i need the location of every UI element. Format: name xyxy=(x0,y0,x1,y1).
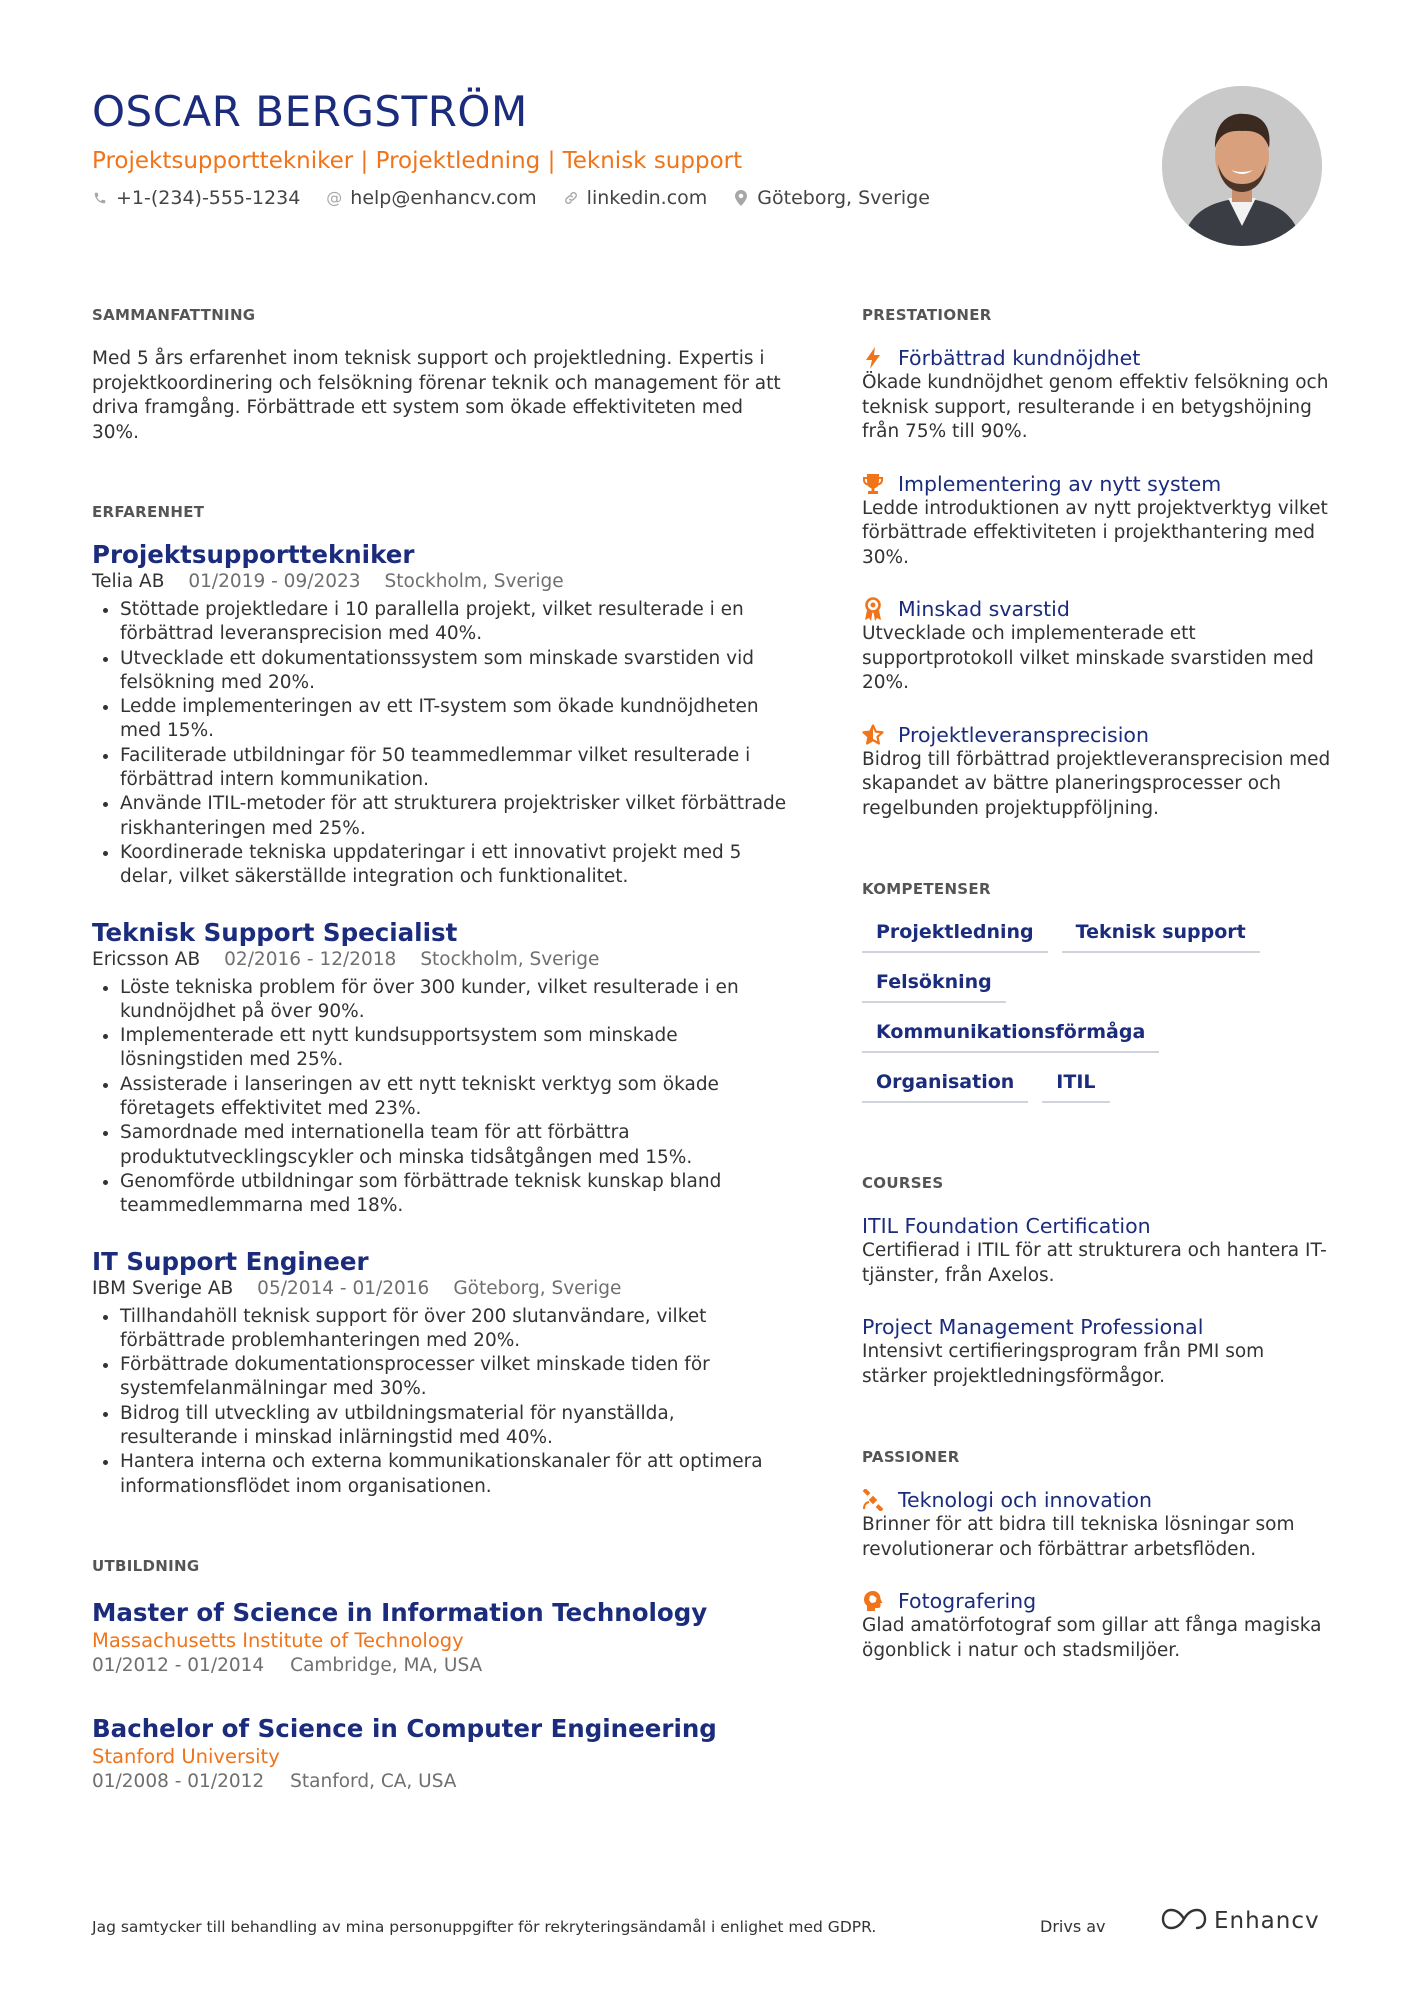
school-name: Massachusetts Institute of Technology xyxy=(92,1628,464,1652)
company-name: Ericsson AB xyxy=(92,948,201,970)
contact-linkedin xyxy=(563,186,708,210)
summary-text: Med 5 års erfarenhet inom teknisk support och projektledning. Expertis i projektkoordinering och felsökning förenar teknik och management för att driva framgång. Förbättrade ett system som ökade effektiviteten med 30%. xyxy=(92,348,781,443)
courses-section xyxy=(862,1173,1332,1389)
brain-icon xyxy=(862,1589,884,1613)
right-column xyxy=(862,305,1332,1663)
job-meta xyxy=(92,570,792,594)
achievement-text: Utvecklade och implementerade ett supportprotokoll vilket minskade svarstiden med 20%. xyxy=(862,623,1314,693)
skills-list xyxy=(862,919,1292,1103)
company-name: IBM Sverige AB xyxy=(92,1277,234,1299)
experience-heading: ERFARENHET xyxy=(92,503,205,521)
job-meta xyxy=(92,948,792,972)
course-title: ITIL Foundation Certification xyxy=(862,1214,1151,1238)
job-location: Stockholm, Sverige xyxy=(420,948,600,970)
bullet-item: • Samordnade med internationella team för att förbättra produktutvecklingscykler och minska tidsåtgången med 15%. xyxy=(120,1121,792,1170)
courses-heading: COURSES xyxy=(862,1174,944,1192)
location-pin-icon xyxy=(733,190,749,206)
education-meta xyxy=(92,1770,792,1794)
enhancv-logo[interactable] xyxy=(1160,1906,1320,1936)
achievement-text: Bidrog till förbättrad projektleveransprecision med skapandet av bättre planeringsprocesser och regelbunden projektuppföljning. xyxy=(862,748,1331,819)
summary-heading: SAMMANFATTNING xyxy=(92,306,256,324)
job-title: IT Support Engineer xyxy=(92,1246,369,1276)
experience-item xyxy=(92,540,792,890)
passion-text: Brinner för att bidra till tekniska lösningar som revolutionerar och förbättrar arbetsflöden. xyxy=(862,1514,1295,1560)
job-bullets xyxy=(92,1305,792,1499)
bullet-item: • Bidrog till utveckling av utbildningsmaterial för nyanställda, resulterande i minskad inlärningstid med 40%. xyxy=(120,1402,792,1451)
achievement-title: Förbättrad kundnöjdhet xyxy=(898,346,1141,370)
education-meta xyxy=(92,1654,792,1678)
skill-tag: Felsökning xyxy=(862,969,1006,1003)
achievements-section xyxy=(862,305,1332,821)
contact-row xyxy=(92,186,930,210)
award-ribbon-icon xyxy=(862,597,884,621)
summary-section xyxy=(92,305,792,445)
bullet-item: • Förbättrade dokumentationsprocesser vilket minskade tiden för systemfelanmälningar med 30%. xyxy=(120,1353,792,1402)
experience-item xyxy=(92,1247,792,1499)
skill-tag: Projektledning xyxy=(862,919,1048,953)
powered-by-label: Drivs av xyxy=(1040,1917,1106,1936)
bullet-item: • Implementerade ett nytt kundsupportsystem som minskade lösningstiden med 25%. xyxy=(120,1024,792,1073)
lightning-icon xyxy=(862,346,884,370)
bullet-item: • Använde ITIL-metoder för att strukturera projektrisker vilket förbättrade riskhanteringen med 25%. xyxy=(120,792,792,841)
job-location: Göteborg, Sverige xyxy=(453,1277,622,1299)
course-text: Intensivt certifieringsprogram från PMI som stärker projektledningsförmågor. xyxy=(862,1341,1265,1387)
company-name: Telia AB xyxy=(92,571,165,592)
bullet-item: • Ledde implementeringen av ett IT-system som ökade kundnöjdheten med 15%. xyxy=(120,695,792,744)
satellite-icon xyxy=(862,1488,884,1512)
achievement-title: Implementering av nytt system xyxy=(898,471,1222,496)
phone-text[interactable]: +1-(234)-555-1234 xyxy=(116,187,301,209)
job-dates: 01/2019 - 09/2023 xyxy=(188,571,361,592)
education-heading: UTBILDNING xyxy=(92,1556,200,1575)
skill-tag: Teknisk support xyxy=(1062,919,1260,953)
passion-item xyxy=(862,1588,1332,1663)
education-location: Cambridge, MA, USA xyxy=(290,1654,483,1676)
job-title: Teknisk Support Specialist xyxy=(92,917,458,947)
at-icon: @ xyxy=(326,188,343,207)
passion-item xyxy=(862,1487,1332,1562)
job-bullets xyxy=(92,976,792,1219)
degree-title: Master of Science in Information Technology xyxy=(92,1597,708,1627)
education-section xyxy=(92,1556,792,1794)
bullet-item: • Assisterade i lanseringen av ett nytt tekniskt verktyg som ökade företagets effektivitet med 23%. xyxy=(120,1073,792,1122)
degree-title: Bachelor of Science in Computer Engineering xyxy=(92,1713,717,1743)
email-text[interactable]: help@enhancv.com xyxy=(350,187,537,209)
passion-title: Teknologi och innovation xyxy=(898,1488,1153,1512)
course-item xyxy=(862,1213,1332,1288)
profile-photo xyxy=(1162,86,1322,246)
passions-heading: PASSIONER xyxy=(862,1448,960,1466)
achievement-item xyxy=(862,345,1332,445)
achievement-title: Minskad svarstid xyxy=(898,597,1070,621)
headline: Projektsupporttekniker | Projektledning | Teknisk support xyxy=(92,148,743,174)
education-dates: 01/2012 - 01/2014 xyxy=(92,1654,265,1676)
achievements-heading: PRESTATIONER xyxy=(862,306,992,324)
phone-icon xyxy=(92,191,108,205)
course-title: Project Management Professional xyxy=(862,1315,1204,1339)
achievement-item xyxy=(862,722,1332,822)
achievement-item xyxy=(862,471,1332,571)
bullet-item: • Utvecklade ett dokumentationssystem som minskade svarstiden vid felsökning med 20%. xyxy=(120,647,792,696)
course-item xyxy=(862,1314,1332,1389)
bullet-item: • Hantera interna och externa kommunikationskanaler för att optimera informationsflödet inom organisationen. xyxy=(120,1450,792,1499)
skill-tag: ITIL xyxy=(1042,1069,1109,1103)
course-text: Certifierad i ITIL för att strukturera och hantera IT-tjänster, från Axelos. xyxy=(862,1240,1327,1286)
achievement-text: Ökade kundnöjdhet genom effektiv felsökning och teknisk support, resulterande i en betygshöjning från 75% till 90%. xyxy=(862,372,1329,442)
job-meta xyxy=(92,1277,792,1301)
bullet-item: • Koordinerade tekniska uppdateringar i ett innovativt projekt med 5 delar, vilket säkerställde integration och funktionalitet. xyxy=(120,841,792,890)
gdpr-consent: Jag samtycker till behandling av mina personuppgifter för rekryteringsändamål i enlighet med GDPR. xyxy=(92,1918,877,1936)
contact-location xyxy=(733,186,930,210)
education-dates: 01/2008 - 01/2012 xyxy=(92,1770,265,1792)
star-icon xyxy=(862,723,884,747)
achievement-item xyxy=(862,596,1332,696)
link-icon xyxy=(563,190,579,206)
infinity-logo-icon xyxy=(1160,1906,1208,1936)
location-text: Göteborg, Sverige xyxy=(757,187,930,209)
contact-phone xyxy=(92,186,300,210)
experience-item xyxy=(92,918,792,1219)
passion-title: Fotografering xyxy=(898,1589,1037,1613)
skill-tag: Organisation xyxy=(862,1069,1028,1103)
brand-name: Enhancv xyxy=(1214,1908,1320,1934)
experience-section xyxy=(92,502,792,1499)
education-item xyxy=(92,1714,792,1794)
passions-section xyxy=(862,1447,1332,1663)
contact-email xyxy=(326,186,536,210)
education-location: Stanford, CA, USA xyxy=(290,1770,457,1792)
job-dates: 02/2016 - 12/2018 xyxy=(224,948,397,970)
job-title: Projektsupporttekniker xyxy=(92,540,415,569)
job-bullets xyxy=(92,598,792,890)
achievement-title: Projektleveransprecision xyxy=(898,722,1149,747)
skill-tag: Kommunikationsförmåga xyxy=(862,1019,1159,1053)
job-location: Stockholm, Sverige xyxy=(384,571,564,592)
bullet-item: • Genomförde utbildningar som förbättrade teknisk kunskap bland teammedlemmarna med 18%. xyxy=(120,1170,792,1219)
achievement-text: Ledde introduktionen av nytt projektverktyg vilket förbättrade effektiviteten i projekthantering med 30%. xyxy=(862,497,1328,568)
left-column xyxy=(92,305,792,1794)
trophy-icon xyxy=(862,472,884,496)
candidate-name: OSCAR BERGSTRÖM xyxy=(92,87,528,136)
bullet-item: • Tillhandahöll teknisk support för över 200 slutanvändare, vilket förbättrade problemhanteringen med 20%. xyxy=(120,1305,792,1354)
education-item xyxy=(92,1598,792,1678)
skills-section xyxy=(862,879,1332,1103)
bullet-item: • Stöttade projektledare i 10 parallella projekt, vilket resulterade i en förbättrad leveransprecision med 40%. xyxy=(120,598,792,647)
bullet-item: • Faciliterade utbildningar för 50 teammedlemmar vilket resulterade i förbättrad intern kommunikation. xyxy=(120,744,792,793)
passion-text: Glad amatörfotograf som gillar att fånga magiska ögonblick i natur och stadsmiljöer. xyxy=(862,1615,1322,1661)
school-name: Stanford University xyxy=(92,1744,280,1768)
linkedin-text[interactable]: linkedin.com xyxy=(586,187,708,209)
skills-heading: KOMPETENSER xyxy=(862,880,991,898)
job-dates: 05/2014 - 01/2016 xyxy=(257,1277,430,1299)
bullet-item: • Löste tekniska problem för över 300 kunder, vilket resulterade i en kundnöjdhet på över 90%. xyxy=(120,976,792,1025)
